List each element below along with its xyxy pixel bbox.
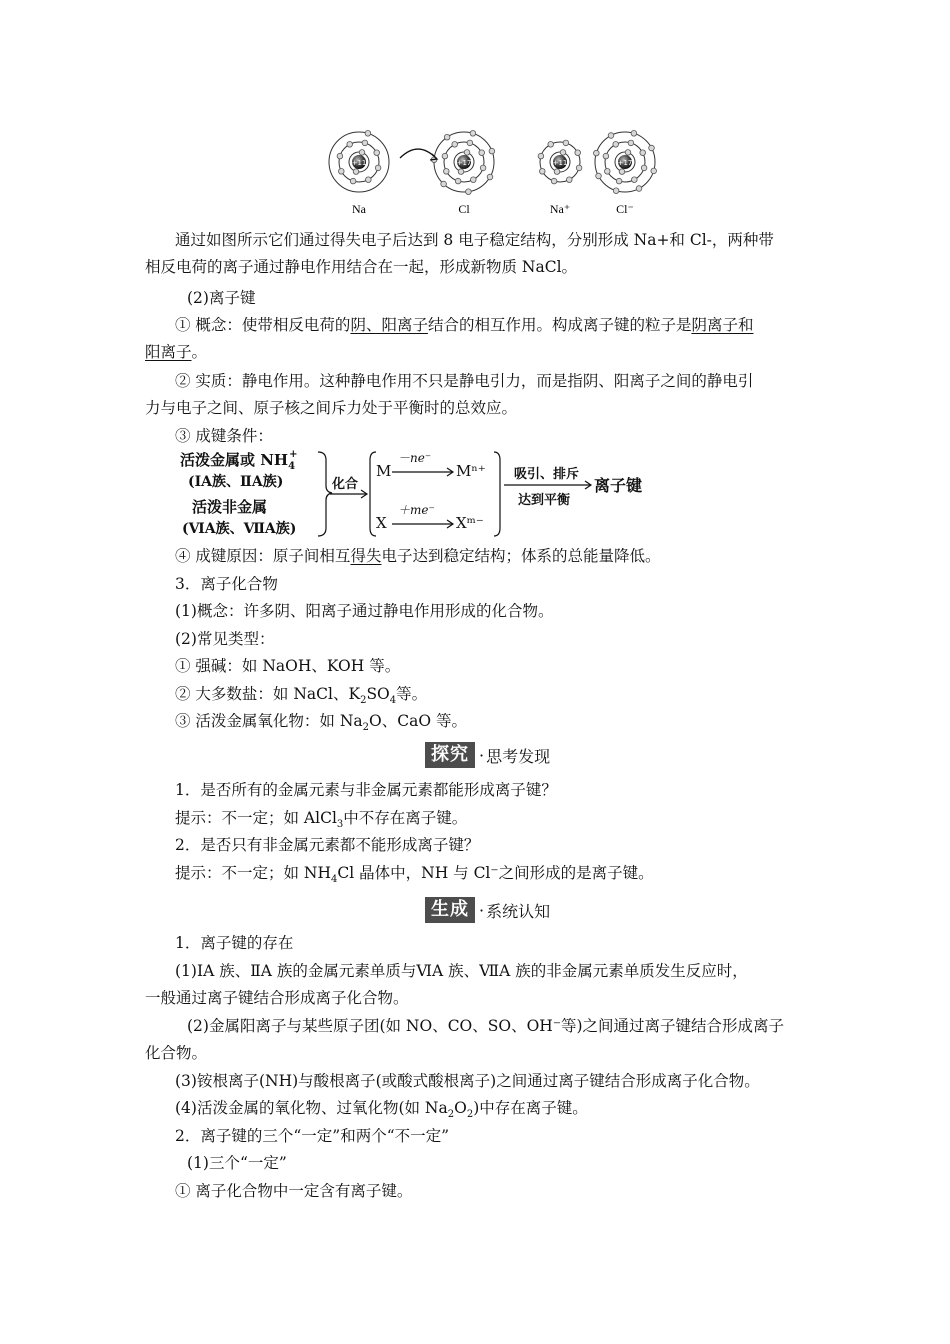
electron [359, 150, 365, 156]
electron [471, 177, 477, 183]
electron [444, 169, 450, 175]
electron [628, 140, 634, 146]
condition-title: ③ 成键条件： [175, 427, 273, 445]
underlined-answer: 阴离子和 [691, 316, 754, 334]
paragraph-line: 一般通过离子键结合形成离子化合物。 [145, 989, 409, 1007]
electron [444, 134, 450, 140]
text-span: 。 [191, 343, 208, 361]
text-span: O [454, 1099, 467, 1117]
electron [649, 145, 655, 151]
explore-header-box: 探究 [425, 742, 475, 768]
text-span: SO [366, 685, 390, 703]
paragraph-line: 化合物。 [145, 1044, 208, 1062]
electron [487, 174, 493, 180]
text-span: ① 概念：使带相反电荷的 [175, 316, 351, 334]
subscript: 2 [362, 722, 370, 734]
electron [480, 165, 486, 171]
electron [619, 169, 625, 175]
subscript: 2 [447, 1109, 455, 1121]
electron [362, 140, 368, 146]
nucleus-charge: +11 [552, 159, 568, 167]
metal-group-label: (ⅠA族、ⅡA族) [188, 474, 284, 490]
electron [625, 150, 631, 156]
essence-line: ② 实质：静电作用。这种静电作用不只是静电引力，而是指阴、阳离子之间的静电引 [175, 372, 754, 390]
bullet-dot: · [479, 900, 485, 920]
electron [538, 153, 544, 159]
bond-condition-diagram [176, 448, 656, 540]
x-from: X [376, 514, 387, 532]
attract-label: 吸引、排斥 [514, 467, 580, 482]
electron [347, 142, 353, 148]
electron [605, 169, 611, 175]
concept-line [175, 315, 753, 335]
generate-header-box: 生成 [425, 897, 475, 923]
paragraph-line [175, 1098, 588, 1125]
atom-model [329, 131, 389, 193]
electron [467, 140, 473, 146]
electron [608, 133, 614, 139]
label-cl: Cl [458, 202, 470, 216]
subscript: 3 [336, 819, 344, 831]
list-item [175, 684, 427, 711]
electron [339, 169, 345, 175]
atom-model [594, 131, 657, 194]
subscript: 4 [331, 874, 338, 886]
paragraph-line: (2)常见类型： [175, 630, 275, 648]
text-span: 结合的相互作用。构成离子键的粒子是 [427, 316, 692, 334]
electron [540, 169, 546, 175]
m-from: M [376, 462, 392, 480]
atom-structure-figure [318, 118, 668, 220]
paragraph-line: (3)铵根离子(NH)与酸根离子(或酸式酸根离子)之间通过离子键结合形成离子化合物。 [175, 1072, 760, 1090]
electron [603, 153, 609, 159]
explore-header-text: 思考发现 [486, 746, 551, 766]
transfer-arrow [400, 149, 436, 158]
inner-right-brace [494, 452, 500, 536]
electron [441, 181, 447, 187]
concept-line-2 [145, 342, 207, 362]
electron [563, 140, 569, 146]
paragraph-line: (1)ⅠA 族、ⅡA 族的金属元素单质与ⅥA 族、ⅦA 族的非金属元素单质发生反应时， [175, 962, 748, 980]
electron [616, 178, 622, 184]
section-title: (2)离子键 [187, 289, 256, 307]
electron [554, 169, 560, 175]
electron [353, 169, 359, 175]
m-to: Mⁿ⁺ [456, 462, 486, 480]
text-span: )中存在离子键。 [473, 1099, 588, 1117]
text-span: O、CaO 等。 [369, 712, 467, 730]
paragraph-line: 相反电荷的离子通过静电作用结合在一起，形成新物质 NaCl。 [145, 258, 578, 276]
result-label: 离子键 [594, 476, 643, 495]
text-span: 提示：不一定；如 NH [175, 864, 332, 882]
electron [374, 150, 380, 156]
text-span: ④ 成键原因：原子间相互 [175, 547, 351, 565]
nonmetal-group-label: (ⅥA族、ⅦA族) [182, 521, 297, 537]
electron [489, 148, 495, 154]
metal-label: 活泼金属或 NH [180, 451, 289, 469]
nucleus-charge: +11 [351, 159, 367, 167]
x-to: Xᵐ⁻ [456, 514, 484, 532]
electron [452, 142, 458, 148]
subscript: 4 [389, 695, 397, 707]
electron [375, 165, 381, 171]
electron [470, 131, 476, 137]
electron [640, 150, 646, 156]
electron [337, 153, 343, 159]
subscript: 2 [466, 1109, 474, 1121]
text-span: 提示：不一定；如 AlCl [175, 809, 337, 827]
electron [567, 177, 573, 183]
question-line: 1．是否所有的金属元素与非金属元素都能形成离子键？ [175, 781, 557, 799]
electron [560, 150, 566, 156]
explore-header [425, 742, 550, 768]
electron [613, 142, 619, 148]
underlined-answer: 得失 [350, 547, 382, 565]
combine-label: 化合 [332, 477, 359, 492]
text-span: Cl 晶体中，NH 与 Cl⁻之间形成的是离子键。 [337, 864, 654, 882]
answer-line [175, 863, 654, 890]
section-title: 3．离子化合物 [175, 575, 278, 593]
paragraph-line: (1)三个“一定” [187, 1154, 287, 1172]
electron [366, 177, 372, 183]
electron [365, 131, 371, 137]
electron [576, 165, 582, 171]
electron [464, 150, 470, 156]
label-cl-ion: Cl⁻ [616, 202, 634, 216]
electron [641, 165, 647, 171]
electron [350, 178, 356, 184]
electron [596, 173, 602, 179]
electron [466, 189, 472, 195]
text-span: 等。 [396, 685, 428, 703]
nucleus-charge: +17 [456, 159, 472, 167]
paragraph-line: (2)金属阳离子与某些原子团(如 NO、CO、SO、OH⁻等)之间通过离子键结合形成离子 [187, 1017, 785, 1035]
list-item: ① 强碱：如 NaOH、KOH 等。 [175, 657, 401, 675]
nonmetal-label: 活泼非金属 [192, 498, 268, 516]
text-span: 中不存在离子键。 [343, 809, 468, 827]
section-title: 1．离子键的存在 [175, 934, 294, 952]
text-span: 电子达到稳定结构；体系的总能量降低。 [381, 547, 661, 565]
electron [551, 178, 557, 184]
electron [442, 153, 448, 159]
section-title: 2．离子键的三个“一定”和两个“不一定” [175, 1127, 450, 1145]
nucleus-charge: +17 [617, 159, 633, 167]
subscript: 2 [360, 695, 367, 707]
paragraph-line: 通过如图所示它们通过得失电子后达到 8 电子稳定结构，分别形成 Na+和 Cl-，两种带 [175, 231, 774, 249]
atom-model [431, 131, 494, 195]
underlined-answer: 阴、阳离子 [350, 316, 428, 334]
electron [651, 168, 657, 174]
answer-line [175, 808, 467, 835]
electron [548, 142, 554, 148]
bullet-dot: · [479, 745, 485, 765]
electron [594, 150, 600, 156]
list-item [175, 711, 467, 738]
electron [636, 186, 642, 192]
generate-header [425, 897, 550, 923]
x-arrow-label: ＋me⁻ [398, 503, 435, 517]
electron [455, 178, 461, 184]
generate-header-text: 系统认知 [486, 901, 551, 921]
reason-line [175, 546, 660, 566]
balance-label: 达到平衡 [518, 493, 571, 508]
electron [458, 169, 464, 175]
underlined-answer: 阳离子 [145, 343, 192, 361]
text-span: (4)活泼金属的氧化物、过氧化物(如 Na [175, 1099, 448, 1117]
paragraph-line: (1)概念：许多阴、阳离子通过静电作用形成的化合物。 [175, 602, 554, 620]
label-na: Na [352, 202, 366, 216]
electron [631, 131, 637, 137]
electron [613, 188, 619, 194]
text-span: ③ 活泼金属氧化物：如 Na [175, 712, 363, 730]
atom-model [538, 140, 582, 184]
electron [575, 150, 581, 156]
label-na-ion: Na⁺ [549, 202, 571, 216]
essence-line-2: 力与电子之间、原子核之间斥力处于平衡时的总效应。 [145, 399, 518, 417]
question-line: 2．是否只有非金属元素都不能形成离子键？ [175, 836, 480, 854]
list-item: ① 离子化合物中一定含有离子键。 [175, 1182, 413, 1200]
electron [479, 150, 485, 156]
text-span: ② 大多数盐：如 NaCl、K [175, 685, 361, 703]
m-arrow-label: －ne⁻ [398, 451, 432, 465]
electron [632, 177, 638, 183]
left-brace [318, 452, 332, 536]
svg-text:活泼金属或 NH4+: 活泼金属或 $NH_4+$ [180, 449, 298, 472]
